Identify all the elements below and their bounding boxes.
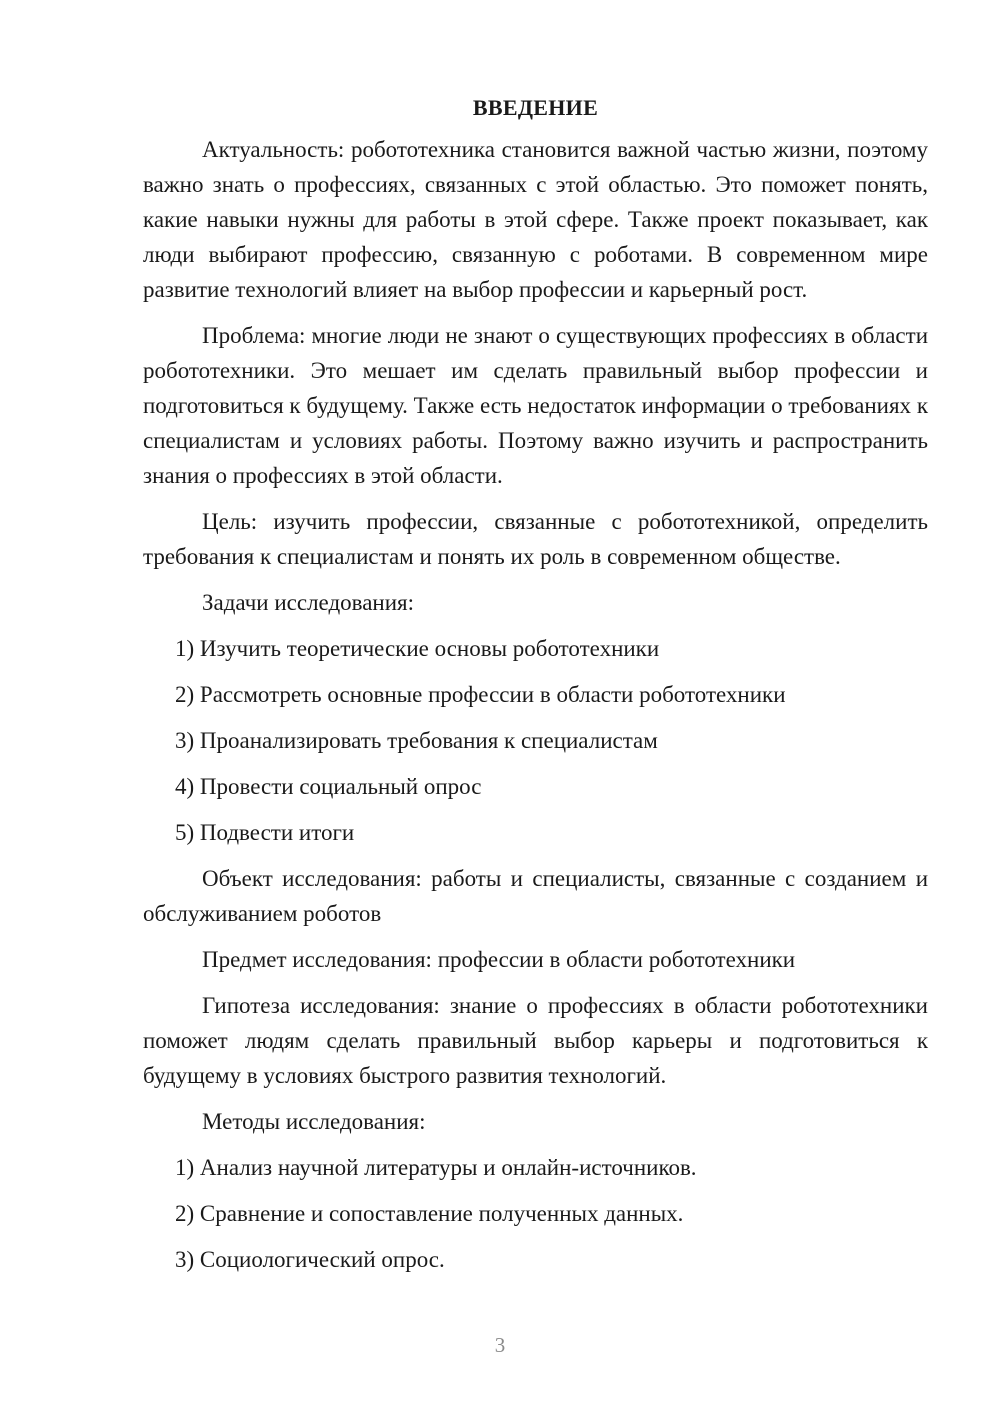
- tasks-title: Задачи исследования:: [202, 590, 415, 615]
- method-item: 2) Сравнение и сопоставление полученных данных.: [175, 1201, 684, 1226]
- task-item: 3) Проанализировать требования к специалистам: [175, 728, 658, 753]
- page-number: 3: [494, 1333, 506, 1357]
- problem-paragraph: Проблема: многие люди не знают о существующих профессиях в области робототехники. Это мешает им сделать правильный выбор профессии и подготовиться к будущему. Также есть недостаток информации о требованиях к специалистам и условиях работы. Поэтому важно изучить и распространить знания о профессиях в этой области.: [143, 323, 928, 488]
- methods-title: Методы исследования:: [202, 1109, 426, 1134]
- document-body: [143, 90, 928, 1288]
- goal-paragraph: Цель: изучить профессии, связанные с робототехникой, определить требования к специалистам и понять их роль в современном обществе.: [143, 509, 928, 569]
- method-item: 3) Социологический опрос.: [175, 1247, 445, 1272]
- hypothesis-paragraph: Гипотеза исследования: знание о профессиях в области робототехники поможет людям сделать правильный выбор карьеры и подготовиться к будущему в условиях быстрого развития технологий.: [143, 993, 928, 1088]
- task-item: 2) Рассмотреть основные профессии в области робототехники: [175, 682, 786, 707]
- task-item: 5) Подвести итоги: [175, 820, 355, 845]
- relevance-paragraph: Актуальность: робототехника становится важной частью жизни, поэтому важно знать о профессиях, связанных с этой областью. Это поможет понять, какие навыки нужны для работы в этой сфере. Также проект показывает, как люди выбирают профессию, связанную с роботами. В современном мире развитие технологий влияет на выбор профессии и карьерный рост.: [143, 137, 928, 302]
- task-item: 1) Изучить теоретические основы робототехники: [175, 636, 660, 661]
- section-heading: ВВЕДЕНИЕ: [472, 95, 599, 120]
- object-paragraph: Объект исследования: работы и специалисты, связанные с созданием и обслуживанием роботов: [143, 866, 928, 926]
- task-item: 4) Провести социальный опрос: [175, 774, 482, 799]
- subject-paragraph: Предмет исследования: профессии в области робототехники: [202, 947, 796, 972]
- method-item: 1) Анализ научной литературы и онлайн-источников.: [175, 1155, 697, 1180]
